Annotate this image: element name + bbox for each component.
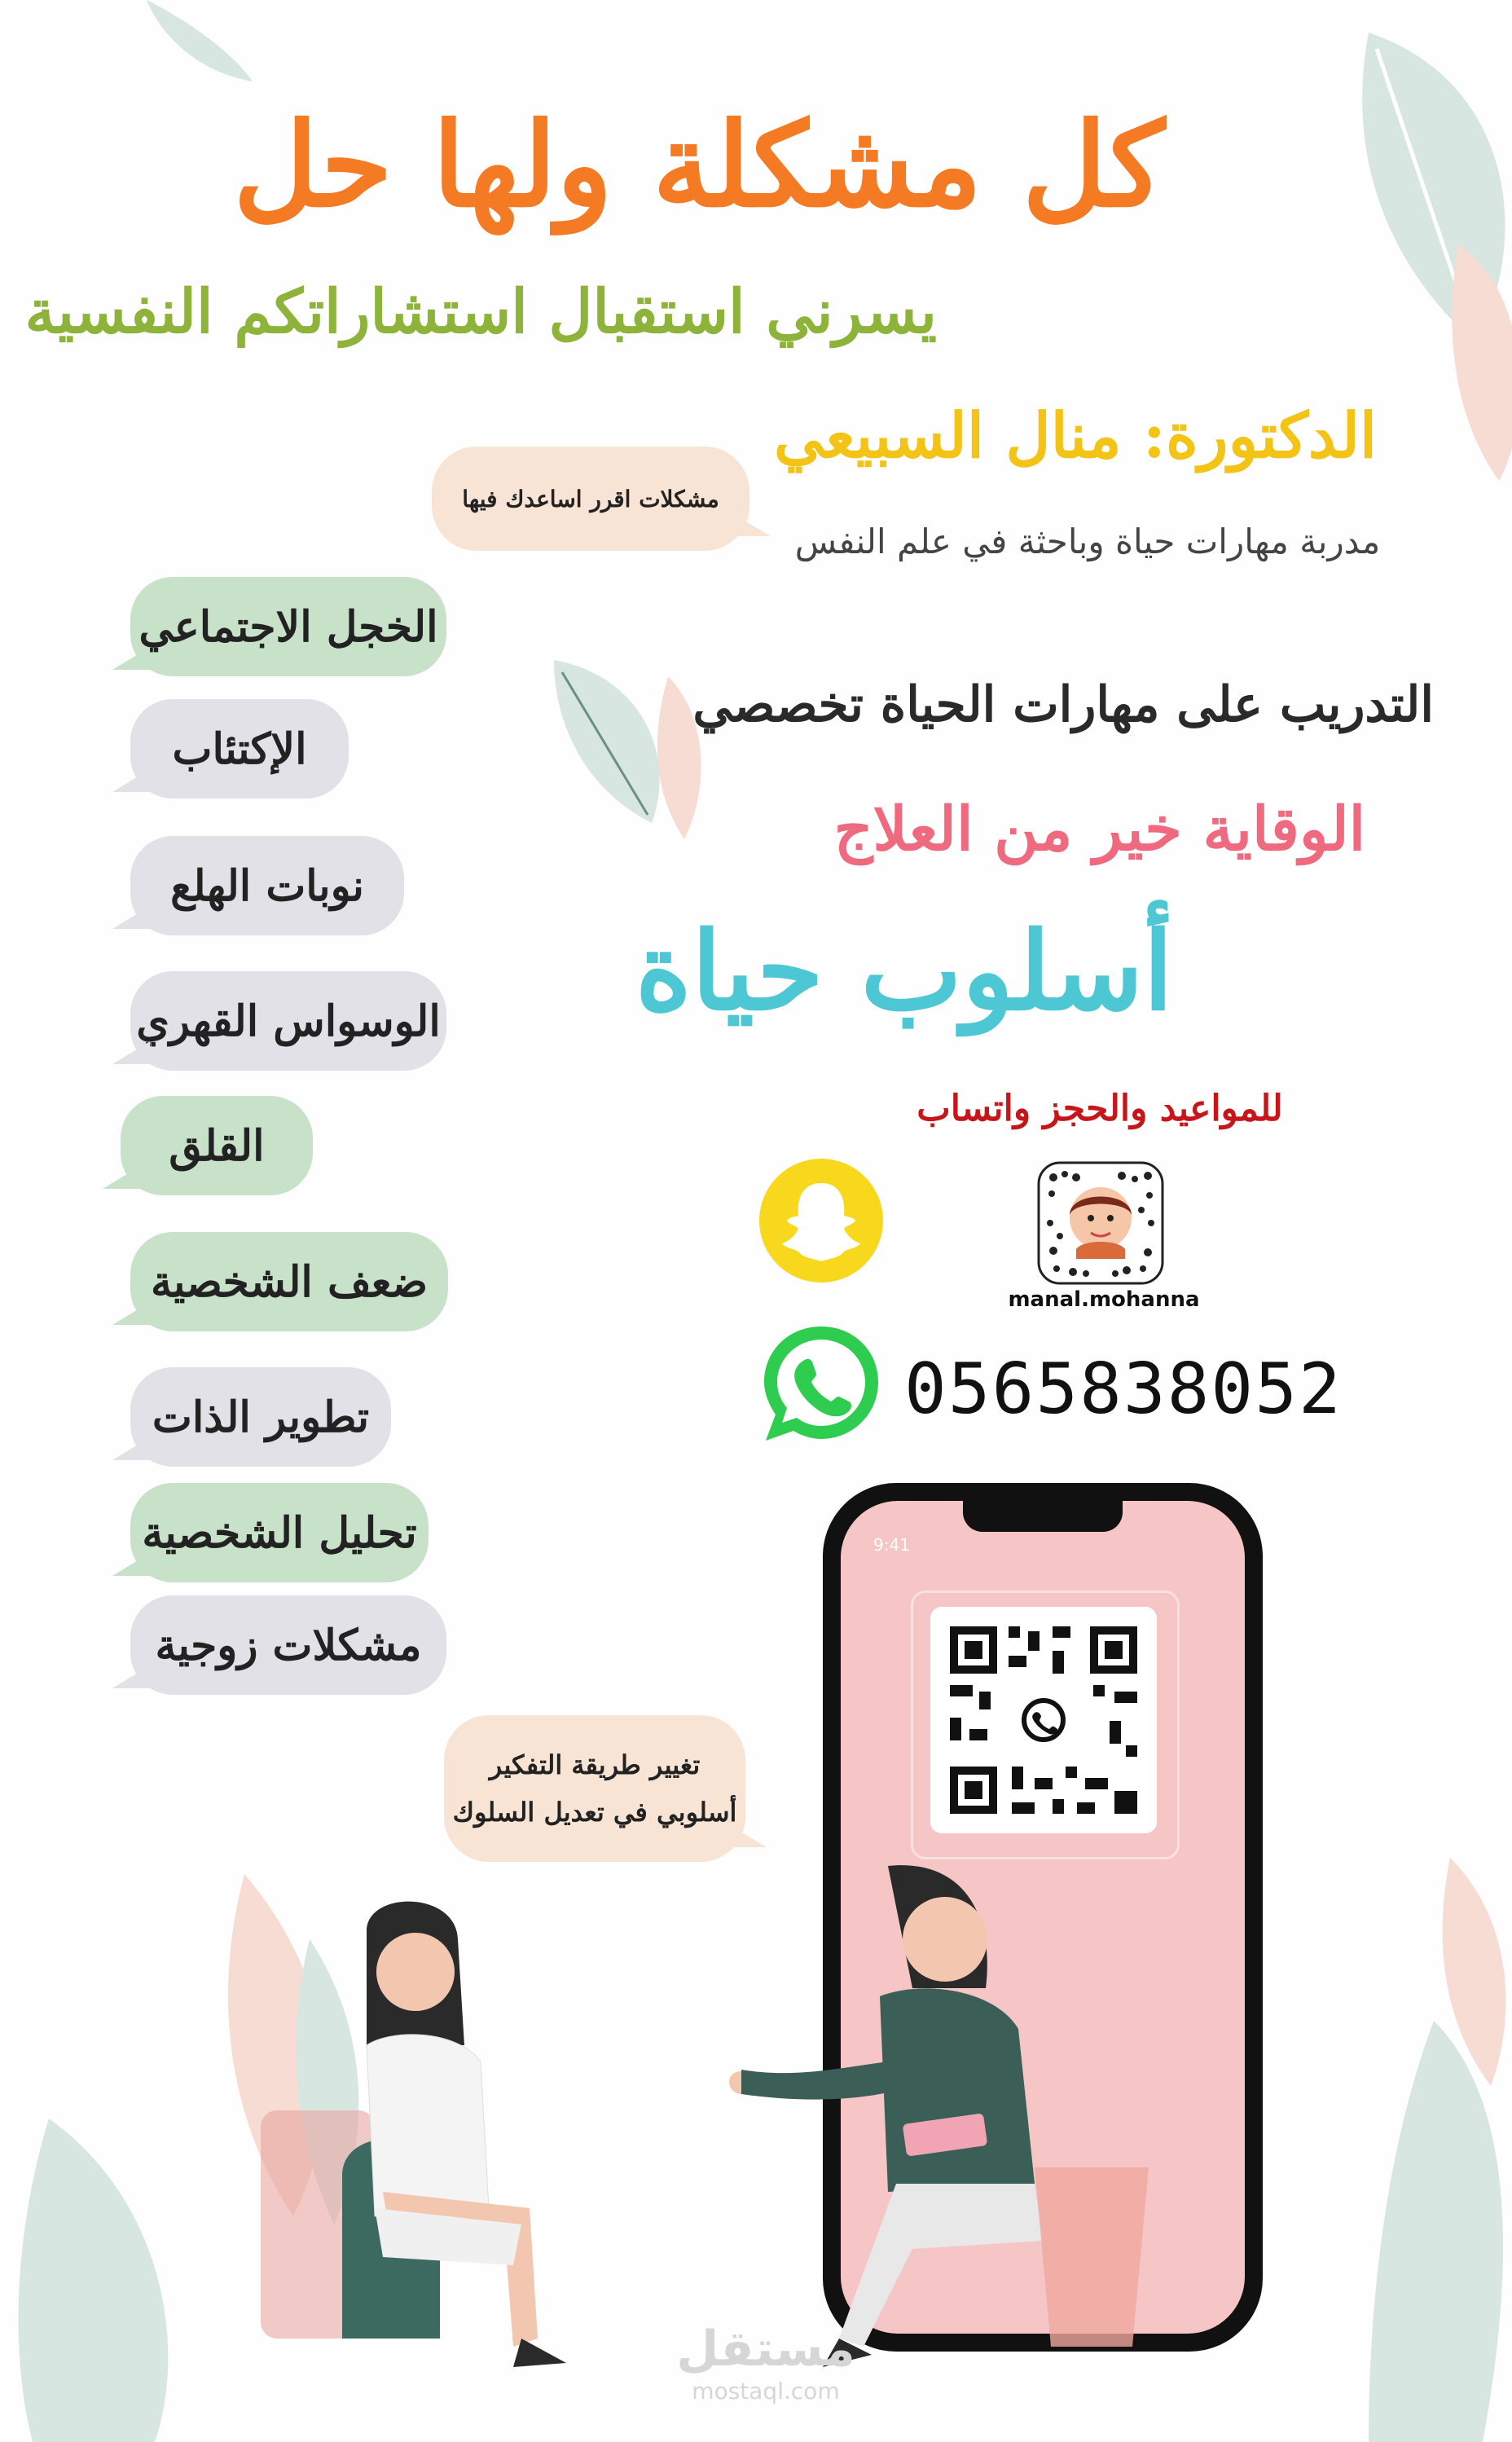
topic-bubble (130, 577, 446, 676)
therapist-illustration (725, 1858, 1198, 2396)
qr-card (930, 1607, 1157, 1833)
topic-label: الوسواس القهري (136, 996, 441, 1046)
qr-code-icon[interactable] (930, 1607, 1157, 1833)
topic-label: الخجل الاجتماعي (138, 601, 438, 652)
speech-bubble-top (432, 447, 749, 551)
topic-label: القلق (169, 1120, 265, 1171)
snapchat-icon[interactable] (758, 1157, 885, 1284)
topic-label: الإكتئاب (172, 724, 307, 774)
topic-label: نوبات الهلع (170, 860, 364, 911)
topic-bubble (130, 699, 349, 799)
subheadline: يسرني استقبال استشاراتكم النفسية (24, 277, 937, 347)
training-line: التدريب على مهارات الحياة تخصصي (692, 676, 1434, 733)
doctor-name: الدكتورة: منال السبيعي (774, 399, 1377, 472)
phone-status-time: 9:41 (873, 1535, 910, 1555)
leaf-decoration-bottom-right (1271, 1858, 1512, 2442)
speech-bubble-bottom-line2: أسلوبي في تعديل السلوك (452, 1797, 737, 1828)
whatsapp-number[interactable]: 0565838052 (904, 1349, 1343, 1430)
topic-bubble (130, 836, 404, 935)
snapcode-icon[interactable] (1037, 1161, 1164, 1285)
topic-bubble (130, 971, 446, 1071)
topic-label: ضعف الشخصية (150, 1256, 429, 1307)
headline: كل مشكلة ولها حل (233, 98, 1165, 233)
booking-line: للمواعيد والحجز واتساب (916, 1088, 1283, 1129)
watermark-brand: مستقل (676, 2321, 855, 2378)
topic-label: مشكلات زوجية (155, 1620, 422, 1670)
lifestyle-line: أسلوب حياة (635, 909, 1173, 1035)
whatsapp-icon[interactable] (758, 1320, 885, 1447)
topic-label: تطوير الذات (152, 1392, 370, 1442)
topic-bubble (130, 1367, 391, 1467)
topic-bubble (121, 1096, 313, 1195)
topic-bubble (130, 1232, 448, 1331)
leaf-decoration-middle (546, 644, 717, 847)
prevention-line: الوقاية خير من العلاج (833, 794, 1366, 865)
speech-bubble-bottom-line1: تغيير طريقة التفكير (489, 1749, 701, 1780)
topic-bubble (130, 1595, 446, 1695)
client-illustration (244, 1882, 652, 2387)
speech-bubble-bottom (444, 1715, 745, 1862)
snapchat-username: manal.mohanna (1008, 1287, 1200, 1312)
phone-notch (963, 1501, 1123, 1532)
watermark-url: mostaql.com (692, 2378, 840, 2405)
leaf-decoration-top-left (130, 0, 277, 90)
doctor-role: مدربة مهارات حياة وباحثة في علم النفس (794, 521, 1381, 561)
speech-bubble-top-text: مشكلات اقرر اساعدك فيها (462, 485, 719, 513)
topic-label: تحليل الشخصية (142, 1507, 417, 1558)
topic-bubble (130, 1483, 429, 1582)
